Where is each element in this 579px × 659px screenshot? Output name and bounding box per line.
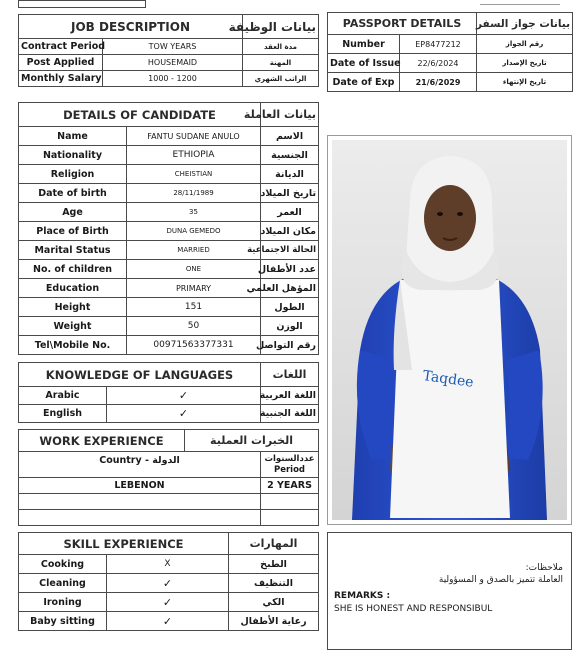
candidate-phone-label: Tel\Mobile No. bbox=[19, 336, 127, 355]
candidate-photo-frame bbox=[327, 135, 572, 525]
candidate-nationality-label: Nationality bbox=[19, 146, 127, 165]
passport-header-ar: بيانات جواز السفر bbox=[477, 13, 573, 35]
candidate-age-label: Age bbox=[19, 203, 127, 222]
candidate-marital-value: MARRIED bbox=[127, 241, 261, 260]
candidate-education-value: PRIMARY bbox=[127, 279, 261, 298]
candidate-children-ar: عدد الأطفال bbox=[261, 260, 319, 279]
job-row-label: Monthly Salary bbox=[19, 71, 103, 87]
candidate-education-label: Education bbox=[19, 279, 127, 298]
languages-table bbox=[18, 362, 319, 423]
candidate-header-en: DETAILS OF CANDIDATE bbox=[19, 103, 261, 127]
job-header-ar: بيانات الوظيفة bbox=[243, 15, 319, 39]
remarks-en-text: SHE IS HONEST AND RESPONSIBUL bbox=[334, 604, 493, 614]
language-english-ar: اللغة الجنبية bbox=[261, 405, 319, 423]
language-arabic-check: ✓ bbox=[107, 387, 261, 405]
remarks-en-title: REMARKS : bbox=[334, 591, 391, 601]
candidate-dob-ar: تاريخ الميلاد bbox=[261, 184, 319, 203]
job-row-value: HOUSEMAID bbox=[103, 55, 243, 71]
candidate-phone-value: 00971563377331 bbox=[127, 336, 261, 355]
skill-cooking-value: X bbox=[107, 555, 229, 574]
candidate-nationality-value: ETHIOPIA bbox=[127, 146, 261, 165]
work-col-country: Country - الدولة bbox=[19, 452, 261, 478]
candidate-children-value: ONE bbox=[127, 260, 261, 279]
candidate-dob-label: Date of birth bbox=[19, 184, 127, 203]
skills-header-ar: المهارات bbox=[229, 533, 319, 555]
passport-row-value: 21/6/2029 bbox=[400, 73, 477, 92]
job-row-ar: الراتب الشهري bbox=[243, 71, 319, 87]
candidate-weight-ar: الوزن bbox=[261, 317, 319, 336]
language-arabic-label: Arabic bbox=[19, 387, 107, 405]
skills-table bbox=[18, 532, 319, 631]
skill-babysitting-label: Baby sitting bbox=[19, 612, 107, 631]
candidate-phone-ar: رقم التواصل bbox=[261, 336, 319, 355]
remarks-box bbox=[327, 532, 572, 650]
candidate-marital-label: Marital Status bbox=[19, 241, 127, 260]
skills-header-en: SKILL EXPERIENCE bbox=[19, 533, 229, 555]
remarks-ar-text: العاملة تتميز بالصدق و المسؤولية bbox=[438, 575, 563, 585]
candidate-pob-label: Place of Birth bbox=[19, 222, 127, 241]
work-country-value: LEBENON bbox=[19, 478, 261, 494]
candidate-children-label: No. of children bbox=[19, 260, 127, 279]
passport-row-ar: تاريخ الإصدار bbox=[477, 54, 573, 73]
passport-row-label: Date of Issue bbox=[328, 54, 400, 73]
candidate-photo bbox=[332, 140, 567, 520]
candidate-name-label: Name bbox=[19, 127, 127, 146]
passport-row-value: EP8477212 bbox=[400, 35, 477, 54]
candidate-height-label: Height bbox=[19, 298, 127, 317]
candidate-height-ar: الطول bbox=[261, 298, 319, 317]
language-english-check: ✓ bbox=[107, 405, 261, 423]
candidate-name-value: FANTU SUDANE ANULO bbox=[127, 127, 261, 146]
passport-header-en: PASSPORT DETAILS bbox=[328, 13, 477, 35]
language-english-label: English bbox=[19, 405, 107, 423]
skill-ironing-ar: الكي bbox=[229, 593, 319, 612]
work-empty-row bbox=[19, 510, 261, 526]
work-period-value: 2 YEARS bbox=[261, 478, 319, 494]
skill-cleaning-label: Cleaning bbox=[19, 574, 107, 593]
skill-babysitting-ar: رعاية الأطفال bbox=[229, 612, 319, 631]
job-row-label: Contract Period bbox=[19, 39, 103, 55]
skill-cooking-label: Cooking bbox=[19, 555, 107, 574]
job-description-table bbox=[18, 14, 319, 87]
work-header-ar: الخبرات العملية bbox=[185, 430, 319, 452]
candidate-dob-value: 28/11/1989 bbox=[127, 184, 261, 203]
skill-ironing-value: ✓ bbox=[107, 593, 229, 612]
work-col-period-ar: عددالسنوات bbox=[264, 453, 315, 464]
passport-row-value: 22/6/2024 bbox=[400, 54, 477, 73]
passport-details-table bbox=[327, 12, 573, 92]
job-row-ar: مدة العقد bbox=[243, 39, 319, 55]
skill-babysitting-value: ✓ bbox=[107, 612, 229, 631]
job-row-label: Post Applied bbox=[19, 55, 103, 71]
candidate-religion-label: Religion bbox=[19, 165, 127, 184]
candidate-weight-label: Weight bbox=[19, 317, 127, 336]
skill-cleaning-ar: التنظيف bbox=[229, 574, 319, 593]
candidate-header-ar: بيانات العاملة bbox=[261, 103, 319, 127]
skill-cleaning-value: ✓ bbox=[107, 574, 229, 593]
candidate-height-value: 151 bbox=[127, 298, 261, 317]
top-right-line bbox=[480, 4, 560, 5]
candidate-pob-ar: مكان الميلاد bbox=[261, 222, 319, 241]
candidate-marital-ar: الحالة الاجتماعية bbox=[261, 241, 319, 260]
remarks-ar-title: ملاحظات: bbox=[525, 563, 563, 573]
candidate-age-ar: العمر bbox=[261, 203, 319, 222]
apron-text: Taqdee bbox=[421, 367, 475, 391]
languages-header-en: KNOWLEDGE OF LANGUAGES bbox=[19, 363, 261, 387]
work-experience-table bbox=[18, 429, 319, 526]
passport-row-label: Number bbox=[328, 35, 400, 54]
candidate-name-ar: الاسم bbox=[261, 127, 319, 146]
candidate-religion-ar: الديانة bbox=[261, 165, 319, 184]
languages-header-ar: اللغات bbox=[261, 363, 319, 387]
candidate-pob-value: DUNA GEMEDO bbox=[127, 222, 261, 241]
passport-row-ar: تاريخ الإنتهاء bbox=[477, 73, 573, 92]
work-empty-cell bbox=[261, 494, 319, 510]
candidate-weight-value: 50 bbox=[127, 317, 261, 336]
candidate-details-table bbox=[18, 102, 319, 355]
work-col-period-en: Period bbox=[273, 464, 306, 475]
skill-ironing-label: Ironing bbox=[19, 593, 107, 612]
skill-cooking-ar: الطبخ bbox=[229, 555, 319, 574]
job-row-value: TOW YEARS bbox=[103, 39, 243, 55]
top-left-box bbox=[18, 0, 146, 8]
work-col-period bbox=[261, 452, 319, 478]
passport-row-ar: رقم الجواز bbox=[477, 35, 573, 54]
job-header-en: JOB DESCRIPTION bbox=[19, 15, 243, 39]
job-row-ar: المهنة bbox=[243, 55, 319, 71]
passport-row-label: Date of Exp bbox=[328, 73, 400, 92]
language-arabic-ar: اللغة العربية bbox=[261, 387, 319, 405]
work-empty-cell bbox=[261, 510, 319, 526]
candidate-religion-value: CHEISTIAN bbox=[127, 165, 261, 184]
job-row-value: 1000 - 1200 bbox=[103, 71, 243, 87]
work-empty-row bbox=[19, 494, 261, 510]
work-header-en: WORK EXPERIENCE bbox=[19, 430, 185, 452]
candidate-education-ar: المؤهل العلمي bbox=[261, 279, 319, 298]
candidate-nationality-ar: الجنسية bbox=[261, 146, 319, 165]
candidate-age-value: 35 bbox=[127, 203, 261, 222]
